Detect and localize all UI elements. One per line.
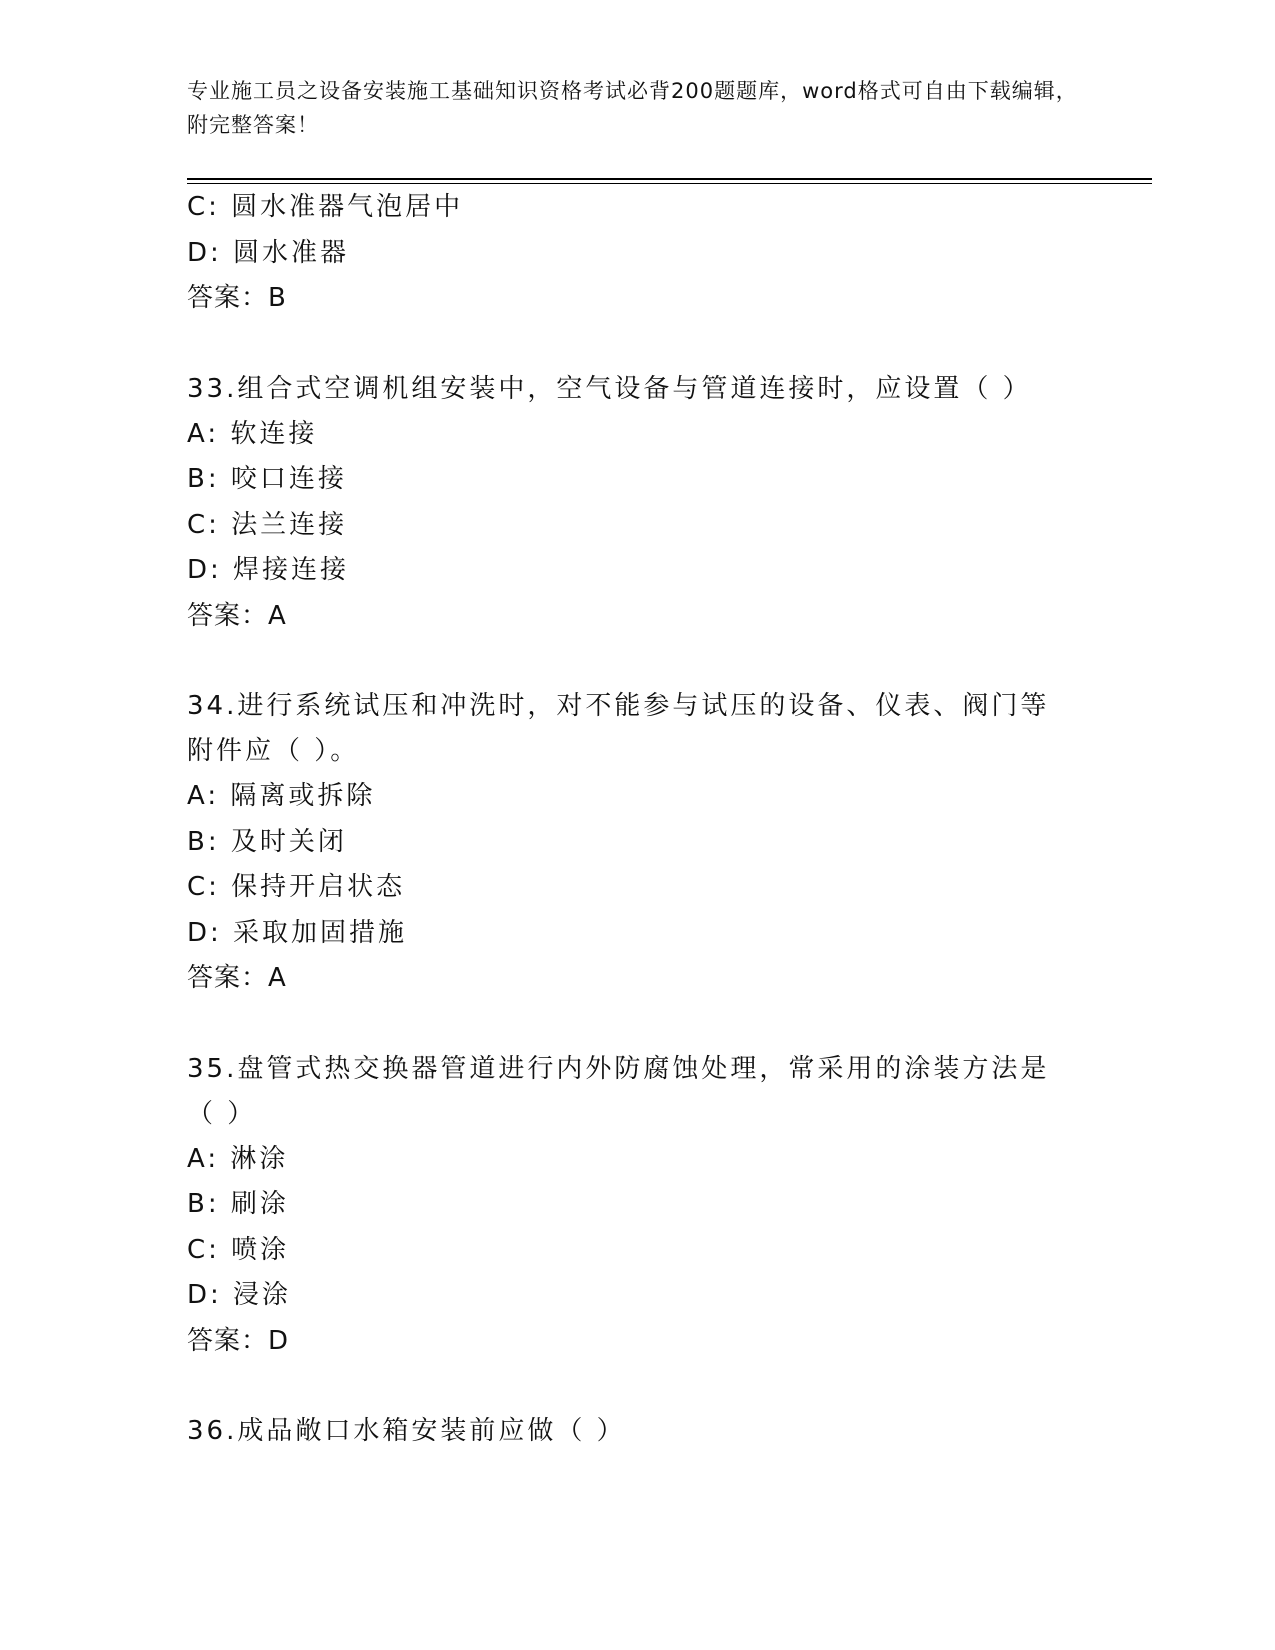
- question-32-fragment: [187, 185, 1087, 322]
- option-a: A: 软连接: [187, 418, 318, 449]
- question-list: [187, 185, 1087, 1454]
- answer: 答案：A: [187, 963, 287, 993]
- option-a: A: 淋涂: [187, 1143, 289, 1174]
- option-d: D: 采取加固措施: [187, 917, 408, 948]
- option-c: C: 圆水准器气泡居中: [187, 192, 464, 222]
- question-33: [187, 367, 1087, 640]
- document-header: 专业施工员之设备安装施工基础知识资格考试必背200题题库，word格式可自由下载编辑，附完整答案！: [187, 79, 1078, 137]
- answer: 答案：B: [187, 283, 287, 313]
- question-text: 35.盘管式热交换器管道进行内外防腐蚀处理，常采用的涂装方法是（ ）: [187, 1053, 1050, 1129]
- option-d: D: 浸涂: [187, 1280, 292, 1310]
- question-35: [187, 1047, 1087, 1365]
- option-b: B: 及时关闭: [187, 826, 347, 857]
- question-text: 36.成品敞口水箱安装前应做（ ）: [187, 1416, 626, 1446]
- option-d: D: 焊接连接: [187, 555, 350, 585]
- question-36: [187, 1409, 1087, 1454]
- option-c: C: 保持开启状态: [187, 872, 406, 902]
- question-text: 34.进行系统试压和冲洗时，对不能参与试压的设备、仪表、阀门等附件应（ ）。: [187, 691, 1050, 766]
- answer: 答案：D: [187, 1325, 290, 1356]
- option-b: B: 咬口连接: [187, 464, 347, 494]
- option-d: D: 圆水准器: [187, 237, 350, 268]
- option-b: B: 刷涂: [187, 1189, 289, 1219]
- option-c: C: 法兰连接: [187, 509, 348, 540]
- option-a: A: 隔离或拆除: [187, 781, 376, 811]
- header-divider-thin: [187, 183, 1152, 184]
- answer: 答案：A: [187, 600, 287, 631]
- option-c: C: 喷涂: [187, 1234, 290, 1265]
- question-34: [187, 684, 1087, 1002]
- header-divider-thick: [187, 178, 1152, 180]
- question-text: 33.组合式空调机组安装中，空气设备与管道连接时，应设置（ ）: [187, 373, 1032, 404]
